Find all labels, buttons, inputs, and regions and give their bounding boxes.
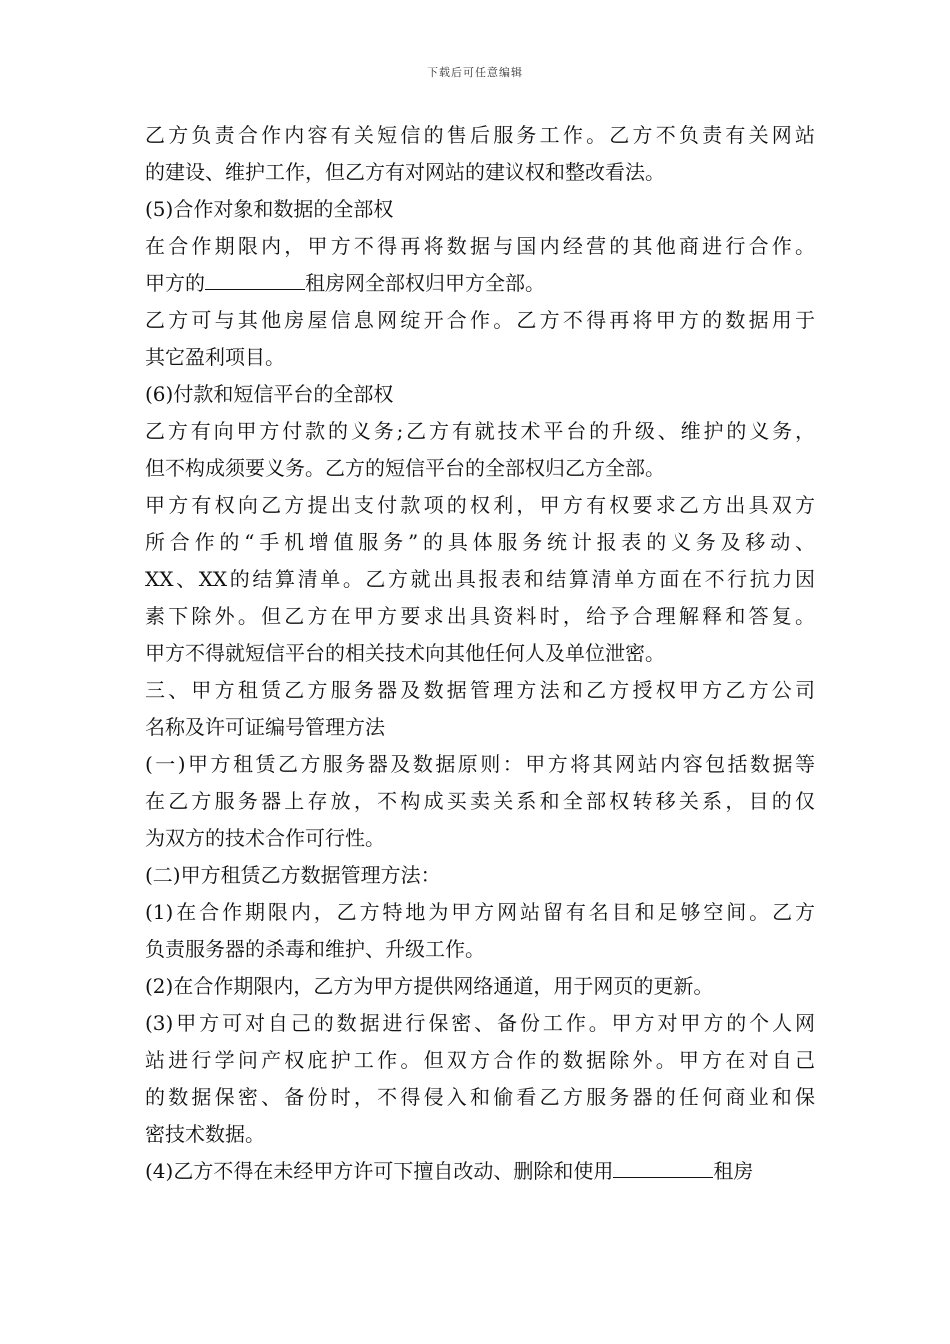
text-line: 负责服务器的杀毒和维护、升级工作。 — [145, 937, 485, 961]
section-heading: (5)合作对象和数据的全部权 — [145, 197, 394, 221]
text-line: 为双方的技术合作可行性。 — [145, 826, 385, 850]
text-line: 乙方可与其他房屋信息网绽开合作。乙方不得再将甲方的数据用于 — [145, 308, 815, 332]
text-line: 甲方有权向乙方提出支付款项的权利，甲方有权要求乙方出具双方 — [145, 493, 815, 517]
text-line: 密技术数据。 — [145, 1122, 265, 1146]
page-header: 下载后可任意编辑 — [427, 66, 523, 79]
text-line-with-blank — [145, 265, 815, 302]
text-line: (1)在合作期限内，乙方特地为甲方网站留有名目和足够空间。乙方 — [145, 900, 815, 924]
text-line-with-blank — [145, 1153, 815, 1190]
section-heading: 三、甲方租赁乙方服务器及数据管理方法和乙方授权甲方乙方公司 — [145, 678, 815, 702]
line-suffix: 租房 — [713, 1159, 754, 1183]
section-heading: (6)付款和短信平台的全部权 — [145, 382, 394, 406]
text-line: 的建设、维护工作，但乙方有对网站的建议权和整改看法。 — [145, 160, 665, 184]
text-line: XX、XX的结算清单。乙方就出具报表和结算清单方面在不行抗力因 — [145, 567, 815, 591]
text-line: 乙方有向甲方付款的义务;乙方有就技术平台的升级、维护的义务， — [145, 419, 815, 443]
text-line: 所合作的“手机增值服务”的具体服务统计报表的义务及移动、 — [145, 530, 815, 554]
line-suffix: 租房网全部权归甲方全部。 — [305, 271, 545, 295]
text-line: 站进行学问产权庇护工作。但双方合作的数据除外。甲方在对自己 — [145, 1048, 815, 1072]
fill-in-blank — [205, 267, 305, 290]
section-heading: 名称及许可证编号管理方法 — [145, 715, 385, 739]
text-line: 在合作期限内，甲方不得再将数据与国内经营的其他商进行合作。 — [145, 234, 815, 258]
fill-in-blank — [613, 1155, 713, 1178]
text-line: 乙方负责合作内容有关短信的售后服务工作。乙方不负责有关网站 — [145, 123, 815, 147]
line-prefix: 甲方的 — [145, 271, 205, 295]
text-line: (一)甲方租赁乙方服务器及数据原则：甲方将其网站内容包括数据等 — [145, 752, 815, 776]
text-line: 其它盈利项目。 — [145, 345, 285, 369]
body-text — [145, 117, 815, 1190]
text-line: (2)在合作期限内，乙方为甲方提供网络通道，用于网页的更新。 — [145, 974, 714, 998]
text-line: (3)甲方可对自己的数据进行保密、备份工作。甲方对甲方的个人网 — [145, 1011, 815, 1035]
text-line: 但不构成须要义务。乙方的短信平台的全部权归乙方全部。 — [145, 456, 665, 480]
text-line: 的数据保密、备份时，不得侵入和偷看乙方服务器的任何商业和保 — [145, 1085, 815, 1109]
text-line: 甲方不得就短信平台的相关技术向其他任何人及单位泄密。 — [145, 641, 665, 665]
section-heading: (二)甲方租赁乙方数据管理方法： — [145, 863, 441, 887]
text-line: 在乙方服务器上存放，不构成买卖关系和全部权转移关系，目的仅 — [145, 789, 815, 813]
line-prefix: (4)乙方不得在未经甲方许可下擅自改动、删除和使用 — [145, 1159, 614, 1183]
text-line: 素下除外。但乙方在甲方要求出具资料时，给予合理解释和答复。 — [145, 604, 815, 628]
